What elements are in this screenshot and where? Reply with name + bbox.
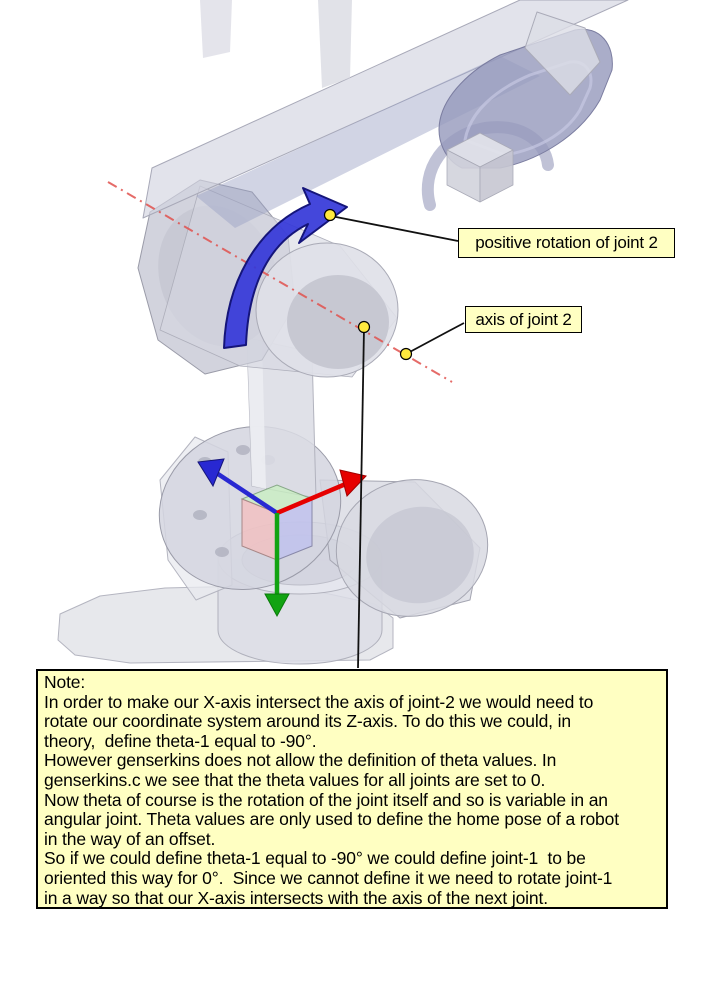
note-line: So if we could define theta-1 equal to -90° we could define joint-1 to be xyxy=(44,848,586,869)
note-line: oriented this way for 0°. Since we cannot define it we need to rotate joint-1 xyxy=(44,867,613,888)
robot-joint2-front-recess xyxy=(287,275,389,369)
robot-top-slab-left xyxy=(200,0,232,58)
positive-rotation-label xyxy=(458,228,675,258)
axis-of-joint-label-text: axis of joint 2 xyxy=(475,309,572,329)
note-box xyxy=(36,669,668,909)
note-line: theory, define theta-1 equal to -90°. xyxy=(44,730,317,751)
note-line: In order to make our X-axis intersect the axis of joint-2 we would need to xyxy=(44,691,594,712)
note-line: in the way of an offset. xyxy=(44,828,216,849)
robot-top-slab-right xyxy=(318,0,352,88)
joint-marker-dot xyxy=(401,349,412,360)
note-line: Now theta of course is the rotation of the joint itself and so is variable in an xyxy=(44,789,608,810)
note-line: rotate our coordinate system around its Z-axis. To do this we could, in xyxy=(44,711,571,732)
note-line: However genserkins does not allow the definition of theta values. In xyxy=(44,750,557,771)
leader-axis-label xyxy=(406,323,464,354)
leader-positive-rotation xyxy=(331,216,458,241)
note-line: in a way so that our X-axis intersects with the axis of the next joint. xyxy=(44,887,548,908)
joint-marker-dot xyxy=(325,210,336,221)
joint-marker-dot xyxy=(359,322,370,333)
positive-rotation-label-text: positive rotation of joint 2 xyxy=(475,233,658,252)
note-line: angular joint. Theta values are only used to define the home pose of a robot xyxy=(44,809,619,830)
note-line: genserkins.c we see that the theta values for all joints are set to 0. xyxy=(44,769,546,790)
axis-of-joint-label xyxy=(465,306,582,333)
note-heading: Note: xyxy=(44,672,86,692)
